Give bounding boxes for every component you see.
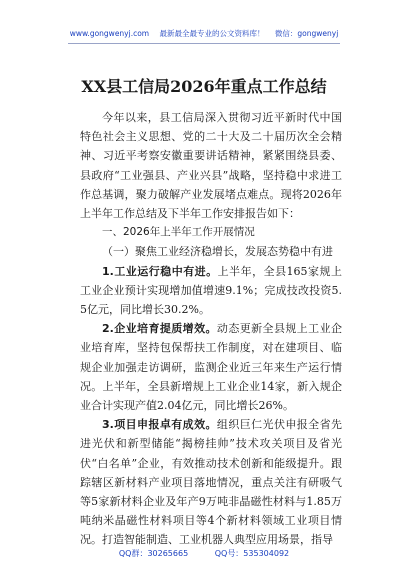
site-header bbox=[0, 28, 408, 39]
item-2-text: 动态更新全县规上工业企业培育库，坚持包保帮扶工作制度，对在建项目、临规企业加强走访调研，监测企业近三年来生产运行情况。上半年，全县新增规上工业企业14家，新入规企业合计实现产值2.04亿元，同比增长26%。 bbox=[80, 322, 342, 413]
qq-number: QQ号：535304092 bbox=[214, 549, 290, 558]
wechat-id: 微信：gongwenyj bbox=[274, 29, 339, 38]
item-2-lead: 2.企业培育提质增效。 bbox=[102, 322, 217, 336]
page-footer bbox=[0, 548, 408, 559]
qq-group: QQ群：30265665 bbox=[118, 549, 189, 558]
item-3-text: 组织巨仁光伏申报全省先进光伏和新型储能“揭榜挂帅”技术攻关项目及省光伏“白名单”企业，有效推动技术创新和能级提升。跟踪辖区新材料产业项目落地情况，重点关注有研吸气等5家新材料企业及年产9万吨非晶磁性材料与1.85万吨纳米晶磁性材料项目等4个新材料领域工业项目情况。打造智能制造、工业机器人典型应用场景，指导 bbox=[80, 418, 342, 547]
document-body bbox=[80, 108, 342, 550]
site-slogan: 最新最全最专业的公文资料库！ bbox=[159, 29, 265, 38]
item-1-text: 上半年，全县165家规上工业企业预计实现增加值增速9.1%；完成技改投资5.5亿元，同比增长30.2%。 bbox=[80, 264, 342, 317]
document-title: XX县工信局2026年重点工作总结 bbox=[81, 77, 327, 96]
intro-paragraph: 今年以来，县工信局深入贯彻习近平新时代中国特色社会主义思想、党的二十大及二十届历次全会精神、习近平考察安徽重要讲话精神，紧紧围绕县委、县政府“工业强县、产业兴县”战略，坚持稳中求进工作总基调，聚力破解产业发展堵点难点。现将2026年上半年工作总结及下半年工作安排报告如下： bbox=[80, 111, 342, 221]
header-divider bbox=[68, 43, 340, 44]
site-url-link[interactable]: www.gongwenyj.com bbox=[69, 29, 150, 38]
item-paragraph-3 bbox=[80, 415, 342, 549]
item-1-lead: 1.工业运行稳中有进。 bbox=[102, 264, 218, 278]
item-paragraph-1 bbox=[80, 262, 342, 320]
item-3-lead: 3.项目申报卓有成效。 bbox=[102, 418, 217, 432]
section-heading: 一、2026年上半年工作开展情况 bbox=[102, 226, 255, 239]
item-paragraph-2 bbox=[80, 319, 342, 415]
subsection-heading: （一）聚焦工业经济稳增长，发展态势稳中有进 bbox=[102, 245, 333, 259]
